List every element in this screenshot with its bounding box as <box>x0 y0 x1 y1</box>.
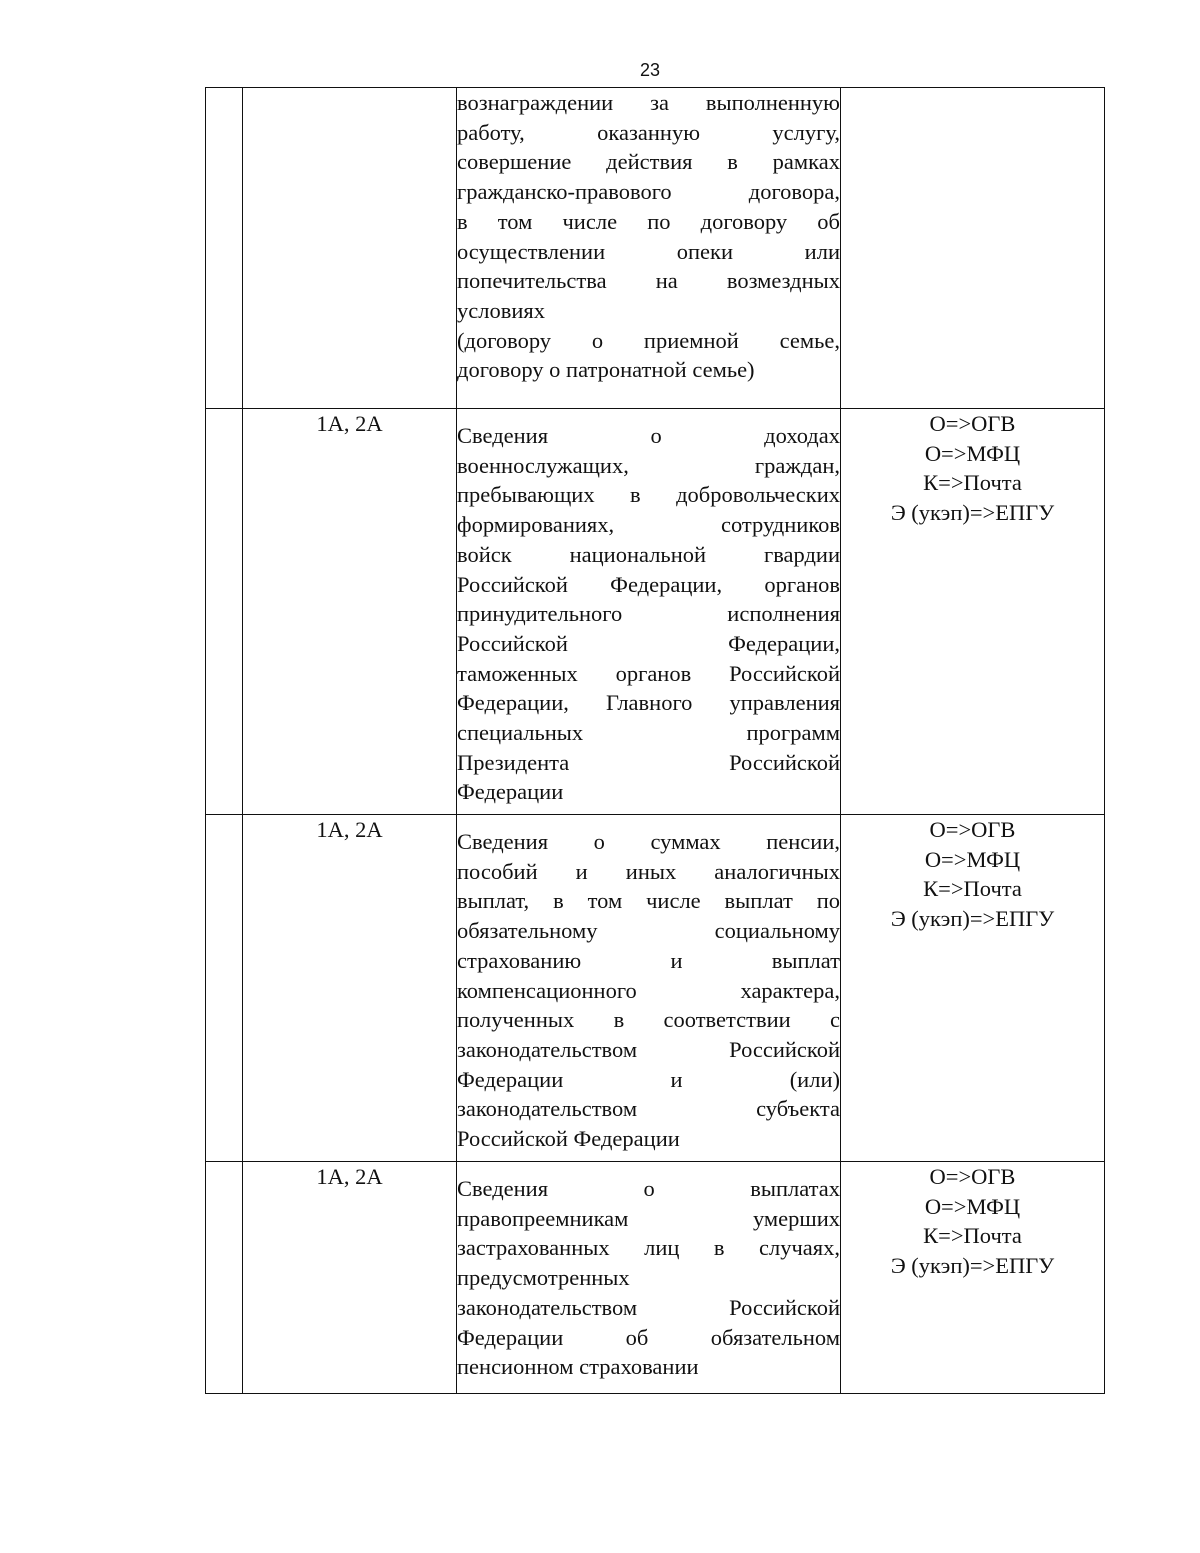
document-table <box>205 87 1105 1394</box>
description-line: попечительства на возмездных <box>457 268 840 294</box>
description-cell <box>457 88 841 409</box>
description-line: условиях <box>457 297 545 323</box>
page-number: 23 <box>639 60 661 80</box>
description-line: Российской Федерации, <box>457 630 840 656</box>
description-line: Президента Российской <box>457 749 840 775</box>
table-row <box>206 409 1105 815</box>
description-line: обязательному социальному <box>457 918 840 944</box>
description-cell <box>457 1162 841 1394</box>
description-line: таможенных органов Российской <box>457 660 840 686</box>
table-row <box>206 1162 1105 1394</box>
description-line: страхованию и выплат <box>457 947 840 973</box>
category-cell: 1А, 2А <box>243 815 457 1162</box>
description-line: Федерации и (или) <box>457 1066 840 1092</box>
description-line: пенсионном страховании <box>457 1354 699 1380</box>
description-cell <box>457 815 841 1162</box>
description-line: осуществлении опеки или <box>457 238 840 264</box>
description-line: полученных в соответствии с <box>457 1007 840 1033</box>
category-cell: 1А, 2А <box>243 1162 457 1394</box>
description-line: принудительного исполнения <box>457 601 840 627</box>
submission-method: Э (укэп)=>ЕПГУ <box>890 906 1055 932</box>
submission-method: О=>МФЦ <box>924 1193 1021 1219</box>
description-line: пособий и иных аналогичных <box>457 858 840 884</box>
submission-method: К=>Почта <box>923 876 1022 902</box>
description-line: Федерации, Главного управления <box>457 690 840 716</box>
row-number-cell <box>206 1162 243 1394</box>
row-number-cell <box>206 409 243 815</box>
description-line: застрахованных лиц в случаях, <box>457 1235 840 1261</box>
row-number-cell <box>206 88 243 409</box>
description-line: предусмотренных <box>457 1265 630 1291</box>
description-line: компенсационного характера, <box>457 977 840 1003</box>
description-line: в том числе по договору об <box>457 208 840 234</box>
submission-method: О=>ОГВ <box>929 1164 1016 1189</box>
description-line: правопреемникам умерших <box>457 1205 840 1231</box>
submission-methods-cell <box>841 409 1105 815</box>
description-line: войск национальной гвардии <box>457 541 840 567</box>
description-line: законодательством субъекта <box>457 1096 840 1122</box>
submission-methods-cell <box>841 815 1105 1162</box>
description-line: формированиях, сотрудников <box>457 512 840 538</box>
description-cell <box>457 409 841 815</box>
submission-method: Э (укэп)=>ЕПГУ <box>890 500 1055 526</box>
table-row <box>206 88 1105 409</box>
submission-methods-cell <box>841 1162 1105 1394</box>
description-line: специальных программ <box>457 720 840 746</box>
description-line: Федерации об обязательном <box>457 1324 840 1350</box>
submission-method: О=>МФЦ <box>924 440 1021 466</box>
description-line: Российской Федерации, органов <box>457 571 840 597</box>
description-line: пребывающих в добровольческих <box>457 482 840 508</box>
category-cell <box>243 88 457 409</box>
description-line: (договору о приемной семье, <box>457 327 840 353</box>
submission-method: О=>ОГВ <box>929 817 1016 842</box>
submission-methods-cell <box>841 88 1105 409</box>
description-line: вознаграждении за выполненную <box>457 90 840 115</box>
description-line: Сведения о суммах пенсии, <box>457 829 840 854</box>
description-line: законодательством Российской <box>457 1036 840 1062</box>
submission-method: К=>Почта <box>923 1223 1022 1249</box>
submission-method: Э (укэп)=>ЕПГУ <box>890 1253 1055 1279</box>
category-cell: 1А, 2А <box>243 409 457 815</box>
description-line: Сведения о выплатах <box>457 1176 840 1201</box>
submission-method: О=>МФЦ <box>924 846 1021 872</box>
table-row <box>206 815 1105 1162</box>
description-line: законодательством Российской <box>457 1294 840 1320</box>
description-line: работу, оказанную услугу, <box>457 119 840 145</box>
description-line: гражданско-правового договора, <box>457 179 840 205</box>
description-line: Федерации <box>457 779 564 805</box>
description-line: военнослужащих, граждан, <box>457 452 840 478</box>
row-number-cell <box>206 815 243 1162</box>
description-line: Российской Федерации <box>457 1126 680 1152</box>
description-line: выплат, в том числе выплат по <box>457 888 840 914</box>
description-line: договору о патронатной семье) <box>457 357 755 383</box>
submission-method: О=>ОГВ <box>929 411 1016 436</box>
description-line: совершение действия в рамках <box>457 149 840 175</box>
submission-method: К=>Почта <box>923 470 1022 496</box>
description-line: Сведения о доходах <box>457 423 840 448</box>
